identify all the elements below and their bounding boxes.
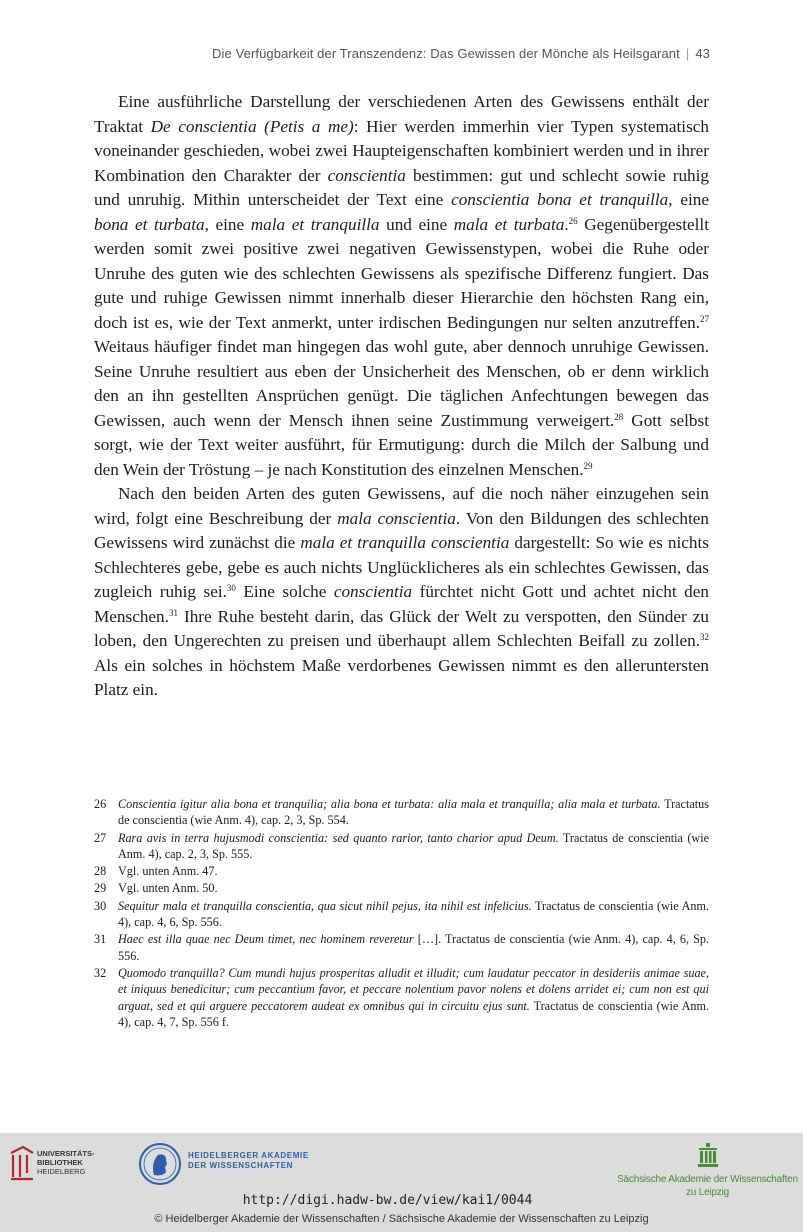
footnote-ref: 32: [700, 632, 709, 642]
text-span: , eine: [668, 190, 709, 209]
footnote: [94, 796, 709, 829]
italic-span: mala et turbata: [453, 214, 565, 234]
footnote-number: 29: [94, 881, 107, 896]
footnote-number: 26: [94, 797, 107, 811]
text-span: Ihre Ruhe besteht darin, das Glück der Welt zu verspotten, den Sünder zu loben, den Ungerechten zu preisen und überhaupt allem Schlechten Beifall zu zollen.: [94, 606, 709, 650]
italic-span: mala et tranquilla: [250, 214, 380, 234]
italic-span: Sequitur mala et tranquilla conscientia, qua sicut nihil pejus, ita nihil est infelicius.: [118, 898, 532, 913]
text-span: . Von den Bildungen des schlechten Gewissens wird zunächst die: [94, 508, 710, 552]
text-span: Als ein solches in höchstem Maße verdorbenes Gewissen nimmt es den alleruntersten Platz ein.: [94, 655, 709, 699]
footer-band: [0, 1133, 803, 1232]
text-span: fürchtet nicht Gott und achtet nicht den Menschen.: [94, 582, 709, 626]
footnote-number: 32: [94, 965, 107, 980]
academy-name: HEIDELBERGER AKADEMIE DER WISSENSCHAFTEN: [188, 1151, 309, 1170]
italic-span: Rara avis in terra hujusmodi conscientia: sed quanto rarior, tanto charior apud Deum.: [118, 830, 559, 845]
academy-seal-icon: [138, 1142, 182, 1186]
saxon-academy-emblem-icon: [697, 1143, 719, 1167]
footnote: [94, 863, 709, 879]
text-span: .: [564, 214, 569, 234]
footnote: [94, 931, 709, 964]
footnote-text: [118, 931, 709, 964]
italic-span: mala et tranquilla conscientia: [300, 533, 510, 552]
footnote-number: 28: [94, 864, 107, 879]
text-span: dargestellt: So wie es nichts Schlechteres gebe, gebe es auch nichts Unglücklicheres als ein schlechtes Gewissen, das zugleich ruhig sei.: [94, 533, 709, 601]
page-number: 43: [695, 46, 710, 61]
document-url[interactable]: http://digi.hadw-bw.de/view/kai1/0044: [242, 1193, 533, 1208]
italic-span: mala conscientia: [337, 508, 456, 528]
footnote-number: 27: [94, 830, 107, 845]
footnote-text: [118, 830, 709, 863]
paragraph: [94, 90, 709, 482]
italic-span: bona et turbata: [94, 214, 205, 234]
text-span: Tractatus de conscientia (wie Anm. 4), cap. 2, 3, Sp. 555.: [118, 830, 709, 861]
italic-span: Haec est illa quae nec Deum timet, nec hominem reveretur: [118, 932, 414, 947]
footnote-text: [118, 880, 709, 896]
footnote-number: 30: [94, 898, 107, 913]
saxon-academy-name: Sächsische Akademie der Wissenschaften zu Leipzig: [617, 1174, 798, 1198]
text-span: Gegenübergestellt werden somit zwei positive zwei negativen Gewissenstypen, wobei die Ruhe oder Unruhe des guten wie des schlechten Gewissens als spezifische Differenz fungiert. Das gute und ruhige Gewissen nimmt innerhalb dieser Hierarchie den höchsten Rang ein, doch ist es, wie der Text anmerkt, unter irdischen Bedingungen nur selten anzutreffen.: [94, 214, 709, 332]
footnote: [94, 880, 709, 896]
footnote: [94, 898, 709, 931]
italic-span: Conscientia igitur alia bona et tranquilia; alia bona et turbata: alia mala et tranquilla; alia mala et turbata.: [118, 797, 661, 811]
footnote-ref: 26: [568, 215, 578, 226]
copyright-notice: © Heidelberger Akademie der Wissenschaften / Sächsische Akademie der Wissenschaften zu Leipzig: [154, 1213, 649, 1225]
text-span: […]. Tractatus de conscientia (wie Anm. 4), cap. 4, 6, Sp. 556.: [118, 932, 709, 963]
header-separator: |: [685, 46, 690, 61]
italic-span: De conscientia (Petis a me): [150, 116, 354, 136]
text-span: Tractatus de conscientia (wie Anm. 4), cap. 4, 6, Sp. 556.: [118, 898, 710, 930]
footnotes: [94, 796, 709, 1031]
italic-span: conscientia: [327, 165, 406, 185]
footnote-text: [118, 796, 709, 829]
main-text: [94, 90, 709, 703]
italic-span: conscientia: [333, 582, 413, 601]
text-span: Eine ausführliche Darstellung der verschiedenen Arten des Gewissens enthält der Traktat: [94, 92, 709, 136]
text-span: Nach den beiden Arten des guten Gewissens, auf die noch näher einzugehen sein wird, folgt eine Beschreibung der: [94, 484, 709, 528]
italic-span: Quomodo tranquilla? Cum mundi hujus prosperitas alludit et illudit; cum laudatur peccator in desideriis animae suae, et iniquus benedicitur; cum peccantium favor, et peccare nolentium pavor nolens et dolens arridet ei; cum non est qui arguat, sed et qui arguere peccatorem audeat ex omnibus qui in circuitu ejus sunt.: [118, 965, 709, 1013]
text-span: : Hier werden immerhin vier Typen systematisch voneinander geschieden, wobei zwei Haupteigenschaften kombiniert werden und in ihrer Kombination den Charakter der: [94, 116, 709, 185]
text-span: Gott selbst sorgt, wie der Text weiter ausführt, für Ermutigung: durch die Milch der Salbung und den Wein der Tröstung – je nach Konstitution des einzelnen Menschen.: [94, 410, 709, 479]
text-span: Vgl. unten Anm. 47.: [118, 864, 218, 879]
text-span: Weitaus häufiger findet man hingegen das wohl gute, aber dennoch unruhige Gewissen. Seine Unruhe resultiert aus eben der Unsicherheit des Menschen, ob er denn wirklich den an ihn gestellten Ansprüchen genügt. Die täglichen Anfechtungen bewegen das Gewissen, auch wenn der Mensch ihnen seine Zustimmung verweigert.: [94, 337, 709, 430]
footnote-text: [118, 965, 709, 1030]
running-head: [212, 46, 710, 61]
paragraph: [94, 482, 709, 703]
footnote: [94, 965, 709, 1030]
text-span: und eine: [379, 214, 454, 234]
text-span: bestimmen: gut und schlecht sowie ruhig und unruhig. Mithin unterscheidet der Text eine: [94, 165, 709, 209]
university-library-name: UNIVERSITÄTS- BIBLIOTHEK HEIDELBERG: [37, 1149, 95, 1176]
text-span: Eine solche: [235, 582, 334, 601]
text-span: , eine: [204, 214, 251, 234]
text-span: Vgl. unten Anm. 50.: [118, 881, 218, 896]
footnote-text: [118, 863, 709, 879]
text-span: Tractatus de conscientia (wie Anm. 4), cap. 2, 3, Sp. 554.: [118, 797, 709, 828]
italic-span: conscientia bona et tranquilla: [451, 190, 669, 209]
footnote: [94, 830, 709, 863]
footnote-ref: 30: [226, 583, 236, 593]
footnote-ref: 29: [583, 460, 593, 471]
footnote-ref: 28: [614, 411, 624, 422]
running-title: Die Verfügbarkeit der Transzendenz: Das Gewissen der Mönche als Heilsgarant: [212, 46, 680, 61]
footnote-ref: 31: [168, 607, 178, 618]
footnote-ref: 27: [700, 313, 709, 324]
footnote-number: 31: [94, 932, 107, 947]
text-span: Tractatus de conscientia (wie Anm. 4), cap. 4, 7, Sp. 556 f.: [118, 998, 709, 1029]
footnote-text: [118, 898, 709, 931]
